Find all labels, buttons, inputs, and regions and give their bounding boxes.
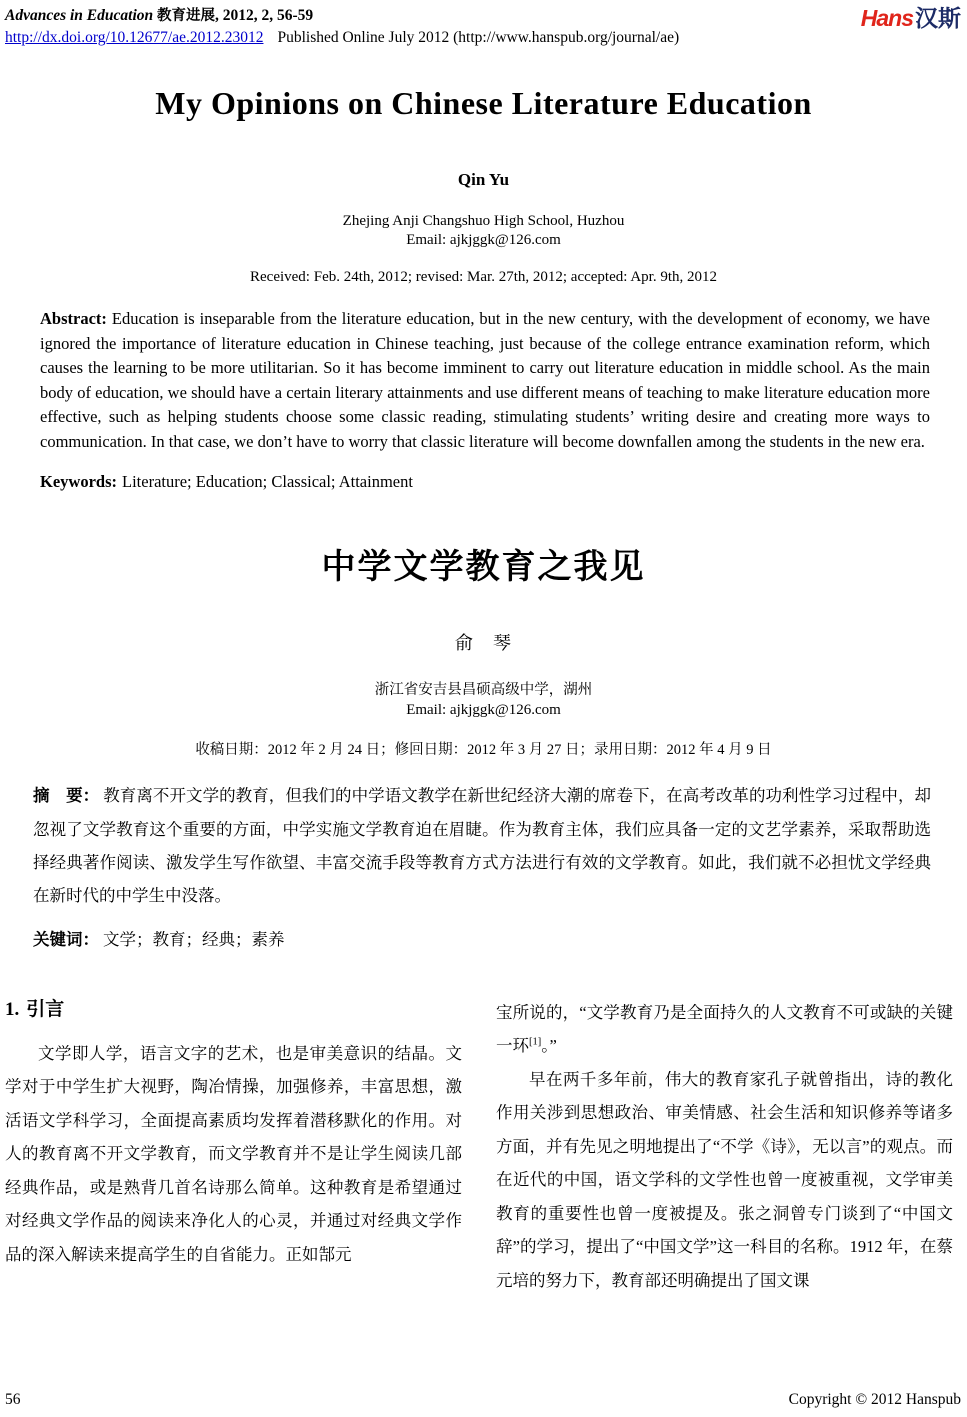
- paper-title-chinese: 中学文学教育之我见: [321, 547, 646, 586]
- affiliation-english: Zhejing Anji Changshuo High School, Huzhou: [342, 213, 625, 229]
- keywords-label-english: Keywords:: [40, 471, 117, 491]
- journal-info: [5, 5, 679, 48]
- abstract-chinese: [33, 779, 931, 912]
- journal-name-en: Advances in Education: [5, 7, 154, 24]
- keywords-text-chinese: 文学；教育；经典；素养: [103, 929, 285, 949]
- right-col-p1-text: 宝所说的，“文学教育乃是全面持久的人文教育不可或缺的关键一环: [496, 1002, 953, 1056]
- abstract-text-english: Education is inseparable from the literature education, but in the new century, with the development of economy, we have ignored the importance of literature education in Chinese teaching, just because of the college entrance examination reform, which causes the learning to be more utilitarian. So it has become imminent to carry out literature education in middle school. As the main body of education, we should have a certain literary attainments and use different means of teaching to make literature education more effective, such as helping students choose some classic reading, stimulating students’ writing desire and creating more ways to communication. In that case, we don’t have to worry that classic literature will become downfallen among the students in the new era.: [40, 309, 930, 451]
- submission-dates-chinese: 收稿日期：2012 年 2 月 24 日；修回日期：2012 年 3 月 27 日；录用日期：2012 年 4 月 9 日: [195, 741, 772, 758]
- abstract-english: [40, 307, 930, 455]
- received-dates-line: Received: Feb. 24th, 2012; revised: Mar. 27th, 2012; accepted: Apr. 9th, 2012: [250, 269, 717, 285]
- right-column-paragraph-2: 早在两千多年前，伟大的教育家孔子就曾指出，诗的教化作用关涉到思想政治、审美情感、社会生活和知识修养等诸多方面，并有先见之明地提出了“不学《诗》，无以言”的观点。而在近代的中国，语文学科的文学性也曾一度被重视，文学审美教育的重要性也曾一度被提及。张之洞曾专门谈到了“中国文辞”的学习，提出了“中国文学”这一科目的名称。1912 年，在蔡元培的努力下，教育部还明确提出了国文课: [496, 1069, 953, 1290]
- right-column-paragraph-1: [496, 996, 953, 1063]
- abstract-label-english: Abstract:: [40, 309, 107, 328]
- keywords-text-english: Literature; Education; Classical; Attainment: [122, 471, 413, 491]
- page-footer: [5, 1391, 961, 1409]
- page-header: [0, 0, 967, 48]
- right-column: [496, 996, 953, 1298]
- right-col-p1-closing: 。”: [541, 1036, 557, 1056]
- section-1-number: 1.: [5, 998, 20, 1020]
- left-column-paragraph: 文学即人学，语言文字的艺术，也是审美意识的结晶。文学对于中学生扩大视野，陶冶情操，加强修养，丰富思想，激活语文学科学习，全面提高素质均发挥着潜移默化的作用。对人的教育离不开文学教育，而文学教育并不是让学生阅读几部经典作品，或是熟背几首名诗那么简单。这种教育是希望通过对经典文学作品的阅读来净化人的心灵，并通过对经典文学作品的深入解读来提高学生的自省能力。正如郜元: [5, 1043, 462, 1264]
- author-english: Qin Yu: [457, 170, 510, 189]
- left-column: [5, 996, 462, 1298]
- doi-link[interactable]: http://dx.doi.org/10.12677/ae.2012.23012: [5, 29, 264, 46]
- email-chinese: Email: ajkjggk@126.com: [406, 701, 561, 718]
- footer-page-number: 56: [5, 1391, 21, 1408]
- affiliation-chinese: 浙江省安吉县昌硕高级中学，湖州: [374, 681, 593, 698]
- hanspub-logo: [861, 5, 961, 32]
- email-english: Email: ajkjggk@126.com: [406, 232, 561, 248]
- abstract-label-chinese: 摘 要：: [33, 786, 100, 805]
- journal-issue-info: , 2012, 2, 56-59: [215, 7, 314, 24]
- journal-title-line: [5, 5, 679, 27]
- keywords-english: [40, 472, 930, 492]
- keywords-chinese: [33, 926, 931, 950]
- hanspub-logo-latin: Hans: [860, 5, 913, 31]
- abstract-text-chinese: 教育离不开文学的教育，但我们的中学语文教学在新世纪经济大潮的席卷下，在高考改革的功利性学习过程中，却忽视了文学教育这个重要的方面，中学实施文学教育迫在眉睫。作为教育主体，我们应具备一定的文艺学素养，采取帮助选择经典著作阅读、激发学生写作欲望、丰富交流手段等教育方式方法进行有效的文学教育。如此，我们就不必担忧文学经典在新时代的中学生中没落。: [33, 785, 932, 905]
- footer-copyright: Copyright © 2012 Hanspub: [788, 1391, 961, 1408]
- author-chinese: 俞 琴: [455, 632, 512, 653]
- published-online-info: Published Online July 2012 (http://www.hanspub.org/journal/ae): [277, 29, 680, 46]
- two-column-body: [5, 996, 961, 1298]
- section-1-heading: [5, 996, 462, 1024]
- hanspub-logo-cn: 汉斯: [915, 5, 961, 31]
- doi-line: [5, 27, 679, 48]
- section-1-label: 引言: [26, 998, 65, 1020]
- paper-title-english: My Opinions on Chinese Literature Education: [155, 85, 812, 121]
- journal-name-cn: 教育进展: [157, 8, 216, 24]
- reference-1-marker: [1]: [529, 1036, 542, 1048]
- keywords-label-chinese: 关键词：: [33, 930, 99, 949]
